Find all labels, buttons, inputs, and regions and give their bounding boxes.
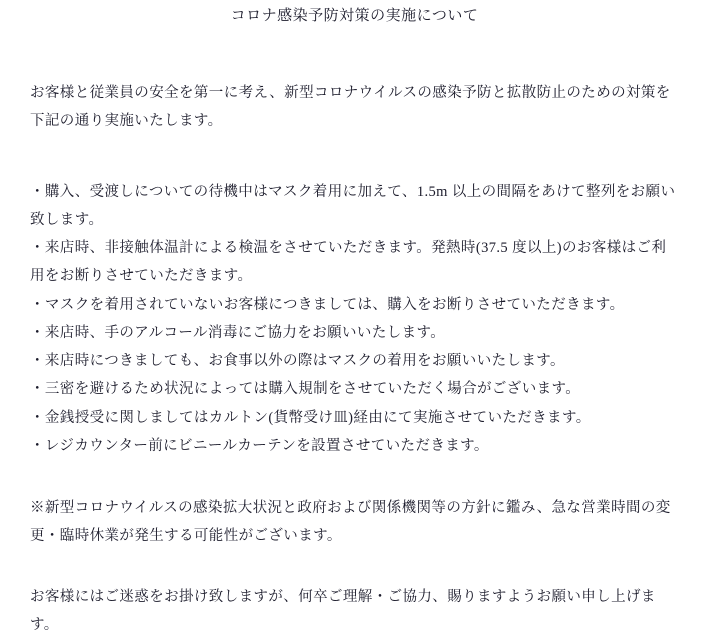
list-item: ・購入、受渡しについての待機中はマスク着用に加えて、1.5m 以上の間隔をあけて整列をお願い致します。 bbox=[30, 183, 676, 228]
list-item: ・マスクを着用されていないお客様につきましては、購入をお断りさせていただきます。 bbox=[30, 296, 625, 313]
measures-list bbox=[30, 178, 681, 461]
list-item: ・金銭授受に関しましてはカルトン(貨幣受け皿)経由にて実施させていただきます。 bbox=[30, 409, 591, 426]
list-item: ・三密を避けるため状況によっては購入規制をさせていただく場合がございます。 bbox=[30, 381, 581, 398]
document-page bbox=[0, 6, 709, 633]
note-paragraph: ※新型コロナウイルスの感染拡大状況と政府および関係機関等の方針に鑑み、急な営業時間の変更・臨時休業が発生する可能性がございます。 bbox=[30, 500, 671, 545]
closing-paragraph: お客様にはご迷惑をお掛け致しますが、何卒ご理解・ご協力、賜りますようお願い申し上げます。 bbox=[30, 588, 656, 633]
note-section bbox=[30, 494, 681, 551]
list-item: ・レジカウンター前にビニールカーテンを設置させていただきます。 bbox=[30, 437, 489, 454]
page-title: コロナ感染予防対策の実施について bbox=[230, 8, 479, 24]
list-item: ・来店時、非接触体温計による検温をさせていただきます。発熱時(37.5 度以上)のお客様はご利用をお断りさせていただきます。 bbox=[30, 240, 667, 285]
closing-section bbox=[30, 583, 681, 639]
intro-section bbox=[30, 79, 681, 136]
intro-paragraph: お客様と従業員の安全を第一に考え、新型コロナウイルスの感染予防と拡散防止のための対策を下記の通り実施いたします。 bbox=[30, 85, 671, 130]
list-item: ・来店時、手のアルコール消毒にご協力をお願いいたします。 bbox=[30, 324, 446, 341]
list-item: ・来店時につきましても、お食事以外の際はマスクの着用をお願いいたします。 bbox=[30, 353, 565, 370]
